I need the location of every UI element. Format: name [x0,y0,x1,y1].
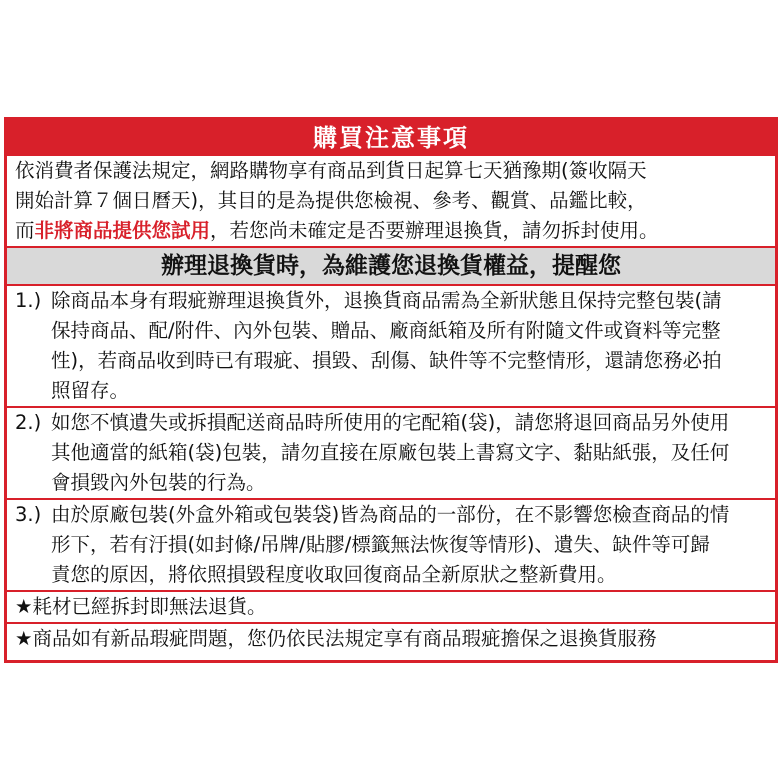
rule-item [7,408,775,500]
rule-number: 1.) [15,289,42,312]
intro-text: ，若您尚未確定是否要辦理退換貨，請勿拆封使用。 [210,219,659,242]
rule-line: 保持商品、配/附件、內外包裝、贈品、廠商紙箱及所有附隨文件或資料等完整 [51,319,721,342]
intro-highlight: 非將商品提供您試用 [34,219,211,242]
rule-line: 如您不慎遺失或拆損配送商品時所使用的宅配箱(袋)，請您將退回商品另外使用 [51,411,730,434]
rule-number: 2.) [15,411,42,434]
rule-line: 責您的原因，將依照損毀程度收取回復商品全新原狀之整新費用。 [51,563,617,586]
intro-line [15,216,767,246]
note-defect-warranty: ★商品如有新品瑕疵問題，您仍依民法規定享有商品瑕疵擔保之退換貨服務 [15,627,657,650]
rule-item [7,286,775,408]
note-consumables: ★耗材已經拆封即無法退貨。 [7,592,775,624]
return-reminder-heading: 辦理退換貨時，為維護您退換貨權益，提醒您 [7,248,775,286]
intro-line: 開始計算７個日曆天)，其目的是為提供您檢視、參考、觀賞、品鑑比較， [15,189,647,212]
rule-line: 性)，若商品收到時已有瑕疵、損毀、刮傷、缺件等不完整情形，還請您務必拍 [51,349,722,372]
purchase-notice [4,117,778,663]
intro-text: 而 [15,219,35,242]
rule-line: 照留存。 [51,379,130,402]
rule-line: 形下，若有汙損(如封條/吊牌/貼膠/標籤無法恢復等情形)、遺失、缺件等可歸 [51,533,710,556]
rule-item [7,500,775,592]
intro-line: 依消費者保護法規定，網路購物享有商品到貨日起算七天猶豫期(簽收隔天 [15,159,647,182]
rule-line: 會損毀內外包裝的行為。 [51,471,266,494]
rule-line: 除商品本身有瑕疵辦理退換貨外，退換貨商品需為全新狀態且保持完整包裝(請 [51,289,722,312]
notice-title: 購買注意事項 [7,120,775,156]
rule-line: 由於原廠包裝(外盒外箱或包裝袋)皆為商品的一部份，在不影響您檢查商品的情 [51,503,730,526]
rule-number: 3.) [15,503,42,526]
intro-paragraph [7,156,775,248]
rule-line: 其他適當的紙箱(袋)包裝，請勿直接在原廠包裝上書寫文字、黏貼紙張，及任何 [51,441,730,464]
